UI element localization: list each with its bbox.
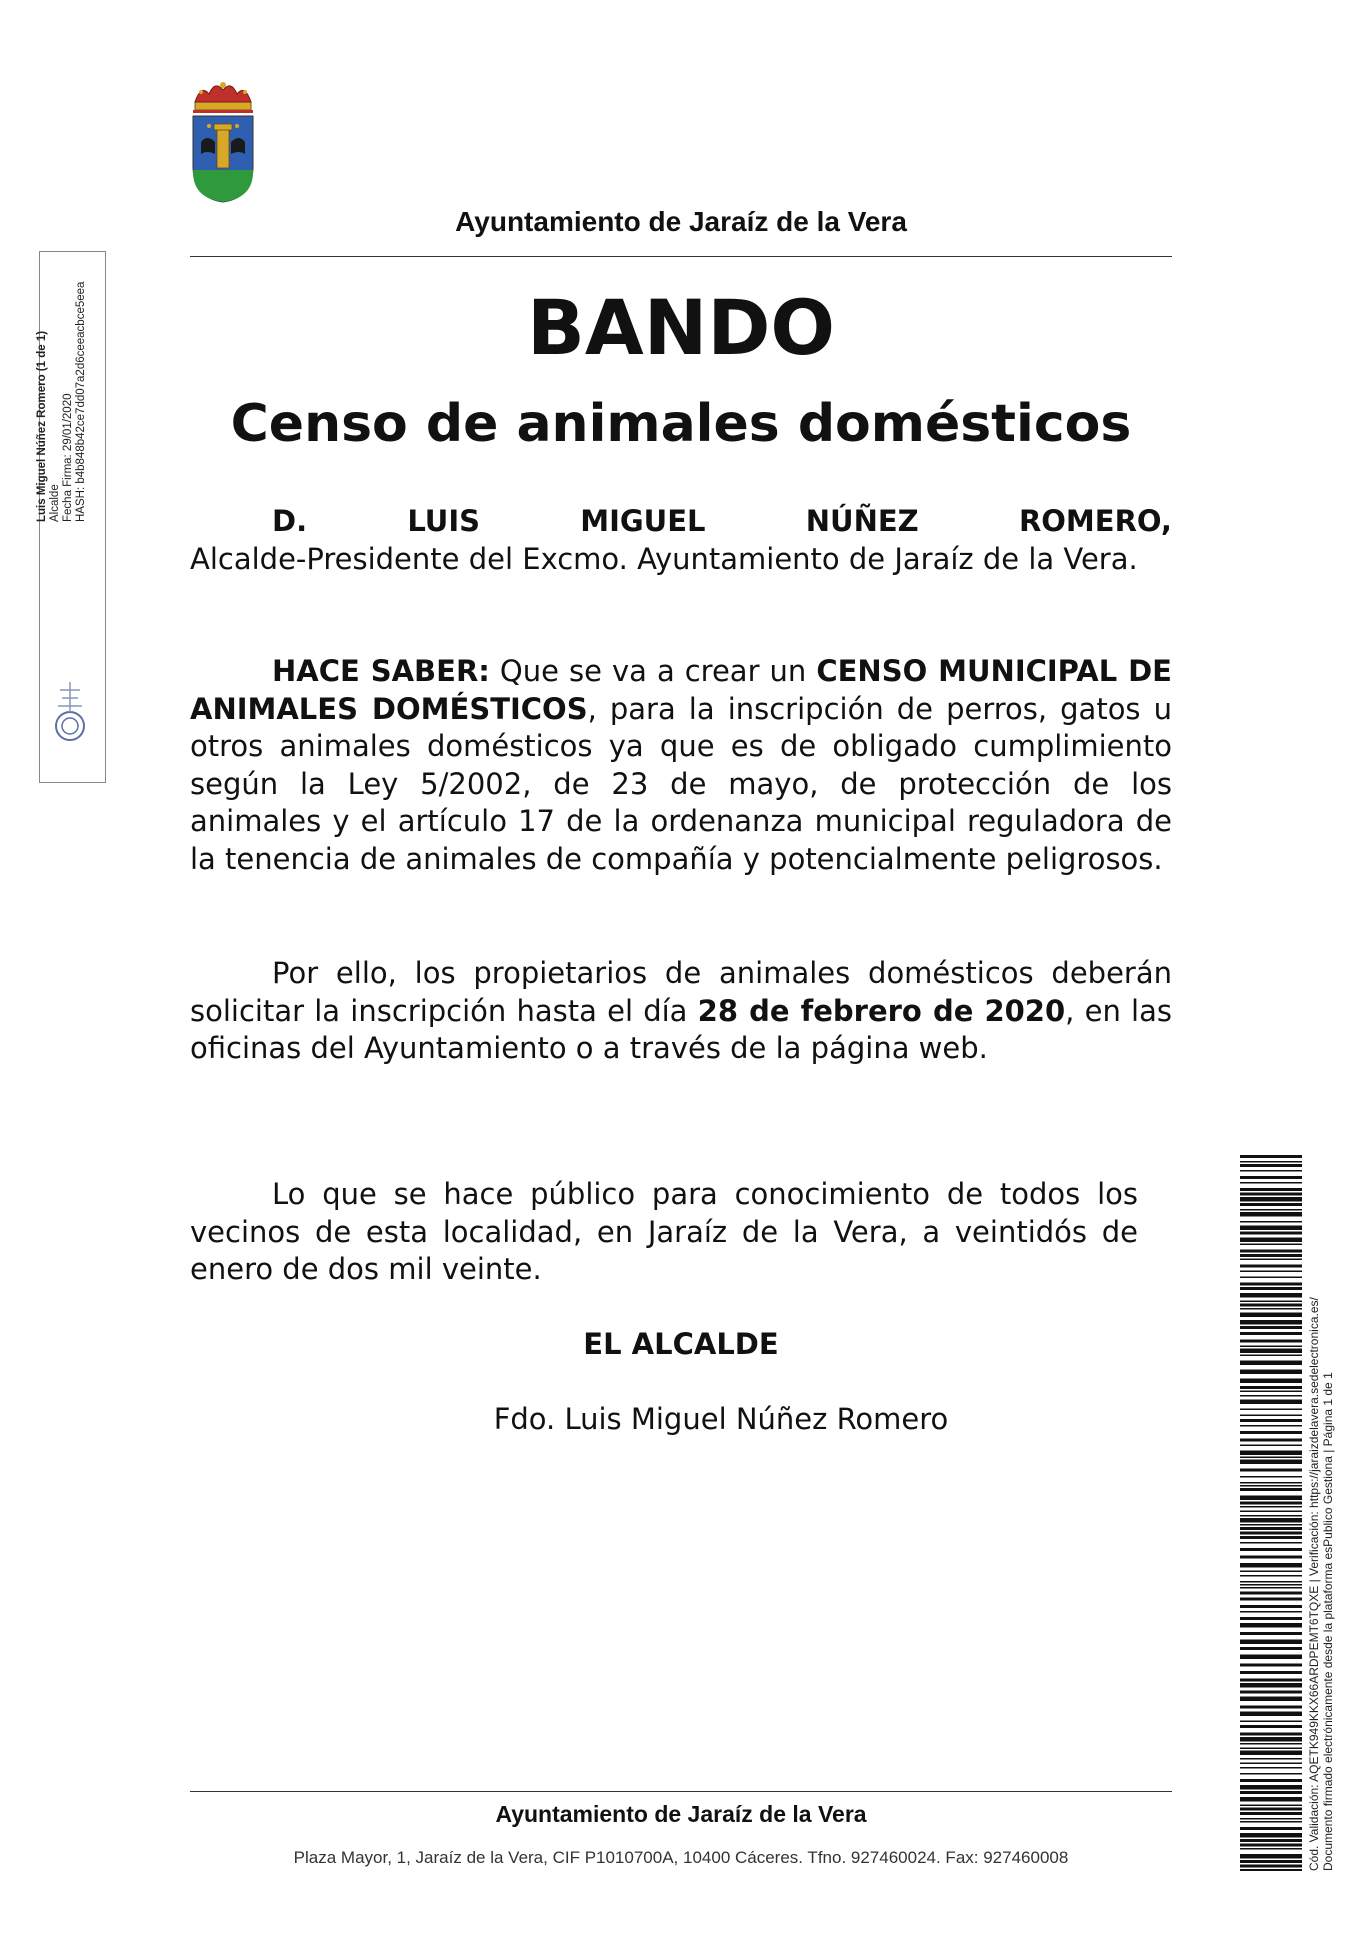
hace-saber-text-2: , para la inscripción de perros, gatos u otros animales domésticos ya que es de obligado cumplimiento según la Ley 5/2002, de 23 de mayo, de protección de los animales y el artículo 17 de la ordenanza municipal reguladora de la tenencia de animales de compañía y potencialmente peligrosos. <box>190 691 1172 876</box>
barcode-bar <box>1240 1679 1302 1682</box>
paragraph-closing <box>190 1176 1138 1289</box>
hace-saber-lead: HACE SABER: <box>272 654 490 688</box>
barcode-bar <box>1240 1469 1302 1472</box>
barcode-bar <box>1240 1725 1302 1728</box>
mayor-name-word: LUIS <box>407 504 480 538</box>
barcode-bar <box>1240 1457 1302 1459</box>
barcode-bar <box>1240 1623 1302 1628</box>
barcode-bar <box>1240 1391 1302 1393</box>
barcode-bar <box>1240 1587 1302 1589</box>
document-subtitle: Censo de animales domésticos <box>230 394 1132 454</box>
barcode-bar <box>1240 1386 1302 1389</box>
barcode-bar <box>1240 1779 1302 1782</box>
closing-text: Lo que se hace público para conocimiento de todos los vecinos de esta localidad, en Jaraíz de la Vera, a veintidós de enero de dos mil veinte. <box>190 1177 1138 1286</box>
mayor-name-word: D. <box>272 504 308 538</box>
footer-organization: Ayuntamiento de Jaraíz de la Vera <box>495 1801 867 1827</box>
signature-seal-icon <box>52 678 88 746</box>
barcode-bar <box>1240 1611 1302 1613</box>
barcode-bar <box>1240 1221 1302 1223</box>
barcode-bar <box>1240 1244 1302 1246</box>
barcode-bar <box>1240 1664 1302 1667</box>
signer-role: EL ALCALDE <box>583 1327 779 1361</box>
coat-of-arms-emblem <box>187 80 259 204</box>
barcode-bar <box>1240 1451 1302 1456</box>
barcode-bar <box>1240 1506 1302 1508</box>
barcode-bar <box>1240 1238 1302 1243</box>
barcode-bar <box>1240 1361 1302 1366</box>
barcode-bar <box>1240 1419 1302 1422</box>
barcode-bar <box>1240 1821 1302 1823</box>
barcode-bar <box>1240 1370 1302 1375</box>
barcode-bar <box>1240 1827 1302 1830</box>
barcode-bar <box>1240 1536 1302 1539</box>
barcode-bar <box>1240 1265 1302 1268</box>
barcode-bar <box>1240 1773 1302 1775</box>
barcode-bar <box>1240 1439 1302 1442</box>
barcode-bar <box>1240 1209 1302 1211</box>
barcode-bar <box>1240 1869 1302 1871</box>
barcode-bar <box>1240 1212 1302 1217</box>
barcode-bar <box>1240 1655 1302 1660</box>
barcode-bar <box>1240 1691 1302 1694</box>
header-organization: Ayuntamiento de Jaraíz de la Vera <box>455 206 907 237</box>
paragraph-mayor <box>190 503 1172 578</box>
barcode-bar <box>1240 1785 1302 1790</box>
paragraph-deadline <box>190 955 1172 1068</box>
barcode-bar <box>1240 1524 1302 1526</box>
barcode-bar <box>1240 1340 1302 1343</box>
barcode-bar <box>1240 1197 1302 1202</box>
barcode-bar <box>1240 1848 1302 1850</box>
deadline-text-1: Por ello, los propietarios de animales domésticos deberán solicitar la inscripción hasta el día <box>190 956 1172 1028</box>
mayor-name-word: NÚÑEZ <box>805 504 919 538</box>
header-divider <box>190 256 1172 257</box>
barcode-bar <box>1240 1556 1302 1559</box>
barcode-bar <box>1240 1791 1302 1794</box>
stamp-date: Fecha Firma: 29/01/2020 <box>62 393 74 522</box>
barcode-bar <box>1240 1170 1302 1172</box>
barcode-bar <box>1240 1542 1302 1544</box>
barcode-bar <box>1240 1767 1302 1769</box>
signer-name: Fdo. Luis Miguel Núñez Romero <box>493 1402 949 1436</box>
barcode-bar <box>1240 1164 1302 1167</box>
barcode-bar <box>1240 1805 1302 1807</box>
barcode-bar <box>1240 1259 1302 1261</box>
barcode-bar <box>1240 1818 1302 1820</box>
barcode-bar <box>1240 1860 1302 1863</box>
barcode-bar <box>1240 1271 1302 1273</box>
barcode-bar <box>1240 1854 1302 1859</box>
barcode-bar <box>1240 1844 1302 1847</box>
barcode-bar <box>1240 1833 1302 1838</box>
barcode-bar <box>1240 1763 1302 1765</box>
barcode-bar <box>1240 1563 1302 1568</box>
document-title: BANDO <box>526 283 836 372</box>
barcode-bar <box>1240 1313 1302 1318</box>
barcode-bar <box>1240 1743 1302 1745</box>
mayor-name-line <box>190 503 1172 541</box>
barcode-bar <box>1240 1808 1302 1811</box>
barcode-bar <box>1240 1193 1302 1196</box>
barcode-bar <box>1240 1409 1302 1411</box>
barcode-bar <box>1240 1496 1302 1501</box>
barcode-bar <box>1240 1598 1302 1601</box>
stamp-signer: Luis Miguel Núñez Romero (1 de 1) <box>36 330 48 522</box>
barcode-bar <box>1240 1332 1302 1335</box>
barcode-bar <box>1240 1176 1302 1179</box>
barcode-bar <box>1240 1203 1302 1206</box>
barcode-bar <box>1240 1865 1302 1868</box>
paragraph-hace-saber <box>190 653 1172 878</box>
validation-line-2: Documento firmado electrónicamente desde la plataforma esPublico Gestiona | Página 1 de 1 <box>1321 1372 1335 1871</box>
barcode-bar <box>1240 1485 1302 1487</box>
barcode-bar <box>1240 1812 1302 1815</box>
barcode-bar <box>1240 1476 1302 1478</box>
barcode-bar <box>1240 1697 1302 1702</box>
hace-saber-text-1: Que se va a crear un <box>489 654 817 688</box>
barcode-bar <box>1240 1683 1302 1688</box>
barcode-bar <box>1240 1254 1302 1257</box>
barcode-bar <box>1240 1548 1302 1551</box>
barcode-bar <box>1240 1502 1302 1505</box>
mayor-name-word: ROMERO, <box>1018 504 1172 538</box>
barcode-bar <box>1240 1182 1302 1184</box>
barcode-bar <box>1240 1293 1302 1298</box>
barcode-bar <box>1240 1425 1302 1427</box>
barcode-bar <box>1240 1518 1302 1523</box>
footer-address: Plaza Mayor, 1, Jaraíz de la Vera, CIF P1010700A, 10400 Cáceres. Tfno. 927460024. Fax: 927460008 <box>293 1848 1069 1867</box>
barcode-bar <box>1240 1733 1302 1736</box>
barcode-bar <box>1240 1349 1302 1354</box>
barcode-bar <box>1240 1712 1302 1717</box>
mayor-title-text: Alcalde-Presidente del Excmo. Ayuntamiento de Jaraíz de la Vera. <box>190 541 1138 576</box>
barcode-bar <box>1240 1400 1302 1405</box>
barcode-bar <box>1240 1748 1302 1750</box>
barcode-bar <box>1240 1511 1302 1513</box>
census-name: CENSO MUNICIPAL DE ANIMALES DOMÉSTICOS <box>190 654 1172 726</box>
barcode-bar <box>1240 1671 1302 1674</box>
barcode-bar <box>1240 1304 1302 1307</box>
barcode-bar <box>1240 1277 1302 1279</box>
stamp-hash: HASH: b4b848b42ce7dd07a2d6ceeacbce5eea <box>75 281 87 522</box>
barcode-bar <box>1240 1797 1302 1802</box>
barcode-bar <box>1240 1488 1302 1491</box>
barcode-bar <box>1240 1632 1302 1635</box>
barcode-bar <box>1240 1395 1302 1397</box>
barcode-bar <box>1240 1320 1302 1325</box>
barcode-bar <box>1240 1326 1302 1329</box>
barcode-bar <box>1240 1617 1302 1620</box>
barcode-bar <box>1240 1308 1302 1310</box>
barcode-bar <box>1240 1581 1302 1583</box>
barcode-bar <box>1240 1445 1302 1447</box>
barcode-bar <box>1240 1415 1302 1417</box>
barcode-bar <box>1240 1706 1302 1709</box>
barcode-bar <box>1240 1721 1302 1723</box>
barcode-bar <box>1240 1188 1302 1191</box>
crown-icon <box>193 82 253 113</box>
barcode-bar <box>1240 1575 1302 1577</box>
barcode-bar <box>1240 1232 1302 1235</box>
barcode-bar <box>1240 1839 1302 1842</box>
barcode-bar <box>1240 1379 1302 1384</box>
barcode-bar <box>1240 1515 1302 1517</box>
validation-barcode <box>1240 1155 1302 1871</box>
barcode-bar <box>1240 1640 1302 1645</box>
shield-icon <box>193 116 253 202</box>
barcode-bar <box>1240 1751 1302 1756</box>
mayor-name-word: MIGUEL <box>580 504 706 538</box>
barcode-bar <box>1240 1647 1302 1650</box>
barcode-bar <box>1240 1592 1302 1595</box>
barcode-bar <box>1240 1482 1302 1484</box>
barcode-bar <box>1240 1527 1302 1530</box>
validation-line-1: Cód. Validación: AQETK949KKX66ARDPEMT6TQXE | Verificación: https://jaraizdelavera.sedelectronica.es/ <box>1307 1297 1321 1871</box>
barcode-bar <box>1240 1250 1302 1253</box>
barcode-bar <box>1240 1287 1302 1290</box>
barcode-bar <box>1240 1355 1302 1357</box>
deadline-date: 28 de febrero de 2020 <box>697 993 1066 1028</box>
footer-divider <box>190 1791 1172 1792</box>
barcode-bar <box>1240 1346 1302 1348</box>
barcode-bar <box>1240 1584 1302 1586</box>
barcode-bar <box>1240 1737 1302 1742</box>
barcode-bar <box>1240 1460 1302 1465</box>
barcode-bar <box>1240 1431 1302 1434</box>
barcode-bar <box>1240 1758 1302 1760</box>
barcode-bar <box>1240 1571 1302 1573</box>
barcode-bar <box>1240 1226 1302 1231</box>
barcode-bar <box>1240 1161 1302 1163</box>
stamp-position: Alcalde <box>49 484 61 522</box>
barcode-bar <box>1240 1283 1302 1286</box>
barcode-bar <box>1240 1532 1302 1535</box>
barcode-bar <box>1240 1301 1302 1303</box>
barcode-bar <box>1240 1155 1302 1158</box>
deadline-text-2: , en las oficinas del Ayuntamiento o a través de la página web. <box>190 993 1172 1065</box>
barcode-bar <box>1240 1605 1302 1608</box>
